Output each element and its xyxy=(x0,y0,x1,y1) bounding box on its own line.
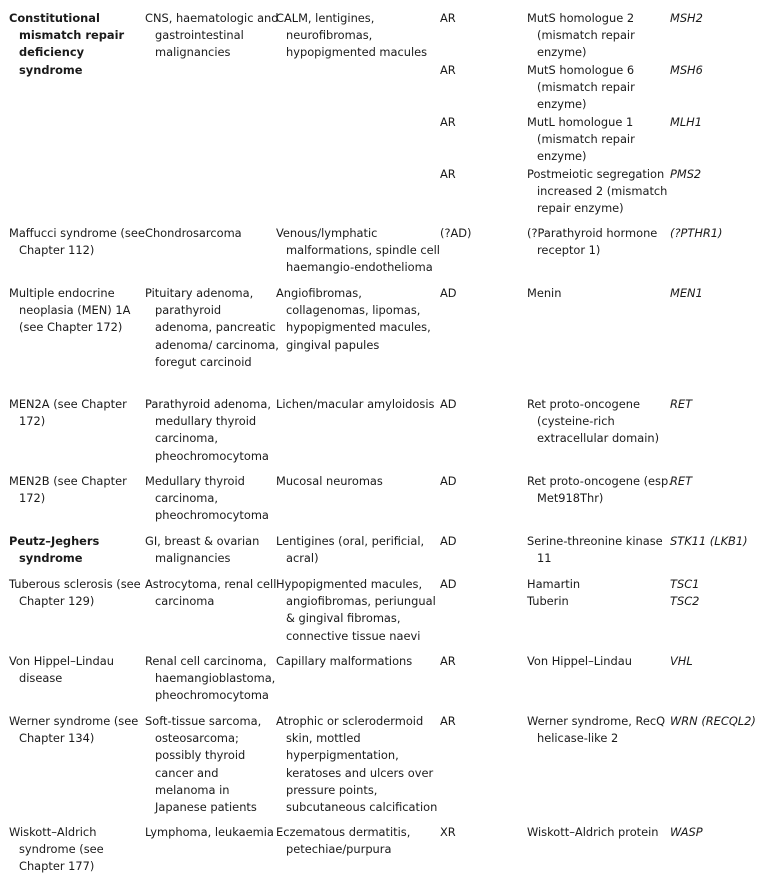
protein: Werner syndrome, RecQ helicase-like 2 xyxy=(527,714,666,746)
tumours: Pituitary adenoma, parathyroid adenoma, pancreatic adenoma/ carcinoma, foregut carcinoid xyxy=(145,286,279,369)
tumours: Parathyroid adenoma, medullary thyroid carcinoma, pheochromocytoma xyxy=(145,397,271,463)
protein: Von Hippel–Lindau xyxy=(527,654,632,668)
tumours: CNS, haematologic and gastrointestinal malignancies xyxy=(145,11,279,60)
inheritance: AR xyxy=(440,63,456,77)
tumours: Astrocytoma, renal cell carcinoma xyxy=(145,577,277,609)
tumours: GI, breast & ovarian malignancies xyxy=(145,534,260,566)
clinical-features: Eczematous dermatitis, petechiae/purpura xyxy=(276,825,411,857)
tumours: Soft-tissue sarcoma, osteosarcoma; possibly thyroid cancer and melanoma in Japanese patients xyxy=(145,714,262,815)
gene-tsc1: TSC1 xyxy=(670,577,700,591)
gene-symbol: PMS2 xyxy=(670,167,702,181)
disorder-name: Tuberous sclerosis (see Chapter 129) xyxy=(9,577,141,609)
protein: Postmeiotic segregation increased 2 (mismatch repair enzyme) xyxy=(527,167,668,216)
inheritance: XR xyxy=(440,825,456,839)
disorder-name: Werner syndrome (see Chapter 134) xyxy=(9,714,139,746)
inheritance: AD xyxy=(440,534,457,548)
inheritance: AD xyxy=(440,474,457,488)
gene-symbol: MEN1 xyxy=(670,286,703,300)
clinical-features: Mucosal neuromas xyxy=(276,474,383,488)
gene-symbol: RET xyxy=(670,397,693,411)
inheritance: AR xyxy=(440,654,456,668)
inheritance: AD xyxy=(440,397,457,411)
clinical-features: Lichen/macular amyloidosis xyxy=(276,397,435,411)
disorder-name: Wiskott–Aldrich syndrome (see Chapter 177) xyxy=(9,825,104,874)
disorder-name: Constitutional mismatch repair deficiency syndrome xyxy=(9,11,125,77)
gene-symbol: MLH1 xyxy=(670,115,702,129)
protein: Serine-threonine kinase 11 xyxy=(527,534,663,566)
inheritance: AR xyxy=(440,115,456,129)
gene-symbol: RET xyxy=(670,474,693,488)
gene-tsc2: TSC2 xyxy=(670,594,700,609)
protein-hamartin: Hamartin xyxy=(527,577,581,591)
disorder-name: MEN2A (see Chapter 172) xyxy=(9,397,127,429)
gene-symbol: VHL xyxy=(670,654,693,668)
inheritance: AD xyxy=(440,577,457,591)
inheritance: AD xyxy=(440,286,457,300)
inheritance: (?AD) xyxy=(440,226,472,240)
protein-tuberin: Tuberin xyxy=(527,594,569,609)
protein: MutL homologue 1 (mismatch repair enzyme) xyxy=(527,115,635,164)
inheritance: AR xyxy=(440,714,456,728)
gene-symbol: WRN (RECQL2) xyxy=(670,714,756,728)
gene-symbol: MSH2 xyxy=(670,11,703,25)
clinical-features: Hypopigmented macules, angiofibromas, periungual & gingival fibromas, connective tissue naevi xyxy=(276,577,436,643)
clinical-features: Lentigines (oral, perificial, acral) xyxy=(276,534,425,566)
clinical-features: CALM, lentigines, neurofibromas, hypopigmented macules xyxy=(276,11,428,60)
clinical-features: Angiofibromas, collagenomas, lipomas, hypopigmented macules, gingival papules xyxy=(276,286,431,352)
protein: Ret proto-oncogene (cysteine-rich extracellular domain) xyxy=(527,397,660,446)
tumours: Renal cell carcinoma, haemangioblastoma, pheochromocytoma xyxy=(145,654,276,703)
tumours: Chondrosarcoma xyxy=(145,226,242,240)
gene-symbol: WASP xyxy=(670,825,703,839)
disorder-name: Multiple endocrine neoplasia (MEN) 1A (see Chapter 172) xyxy=(9,286,131,335)
disorder-name: Peutz–Jeghers syndrome xyxy=(9,534,100,566)
inheritance: AR xyxy=(440,11,456,25)
clinical-features: Venous/lymphatic malformations, spindle cell haemangio-endothelioma xyxy=(276,226,440,275)
gene-symbol: MSH6 xyxy=(670,63,703,77)
gene-symbol: (?PTHR1) xyxy=(670,226,723,240)
gene-symbol xyxy=(670,576,780,610)
protein: Wiskott–Aldrich protein xyxy=(527,825,659,839)
clinical-features: Capillary malformations xyxy=(276,654,413,668)
disorder-name: Maffucci syndrome (see Chapter 112) xyxy=(9,226,145,258)
tumours: Medullary thyroid carcinoma, pheochromocytoma xyxy=(145,474,269,523)
tumours: Lymphoma, leukaemia xyxy=(145,825,274,839)
protein: (?Parathyroid hormone receptor 1) xyxy=(527,226,658,258)
protein xyxy=(527,576,663,610)
inheritance: AR xyxy=(440,167,456,181)
protein: Ret proto-oncogene (esp. Met918Thr) xyxy=(527,474,672,506)
protein: MutS homologue 2 (mismatch repair enzyme) xyxy=(527,11,635,60)
disorder-name: Von Hippel–Lindau disease xyxy=(9,654,114,686)
protein: Menin xyxy=(527,286,562,300)
protein: MutS homologue 6 (mismatch repair enzyme) xyxy=(527,63,635,112)
gene-symbol: STK11 (LKB1) xyxy=(670,534,748,548)
disorder-name: MEN2B (see Chapter 172) xyxy=(9,474,127,506)
clinical-features: Atrophic or sclerodermoid skin, mottled hyperpigmentation, keratoses and ulcers over pressure points, subcutaneous calcification xyxy=(276,714,438,815)
